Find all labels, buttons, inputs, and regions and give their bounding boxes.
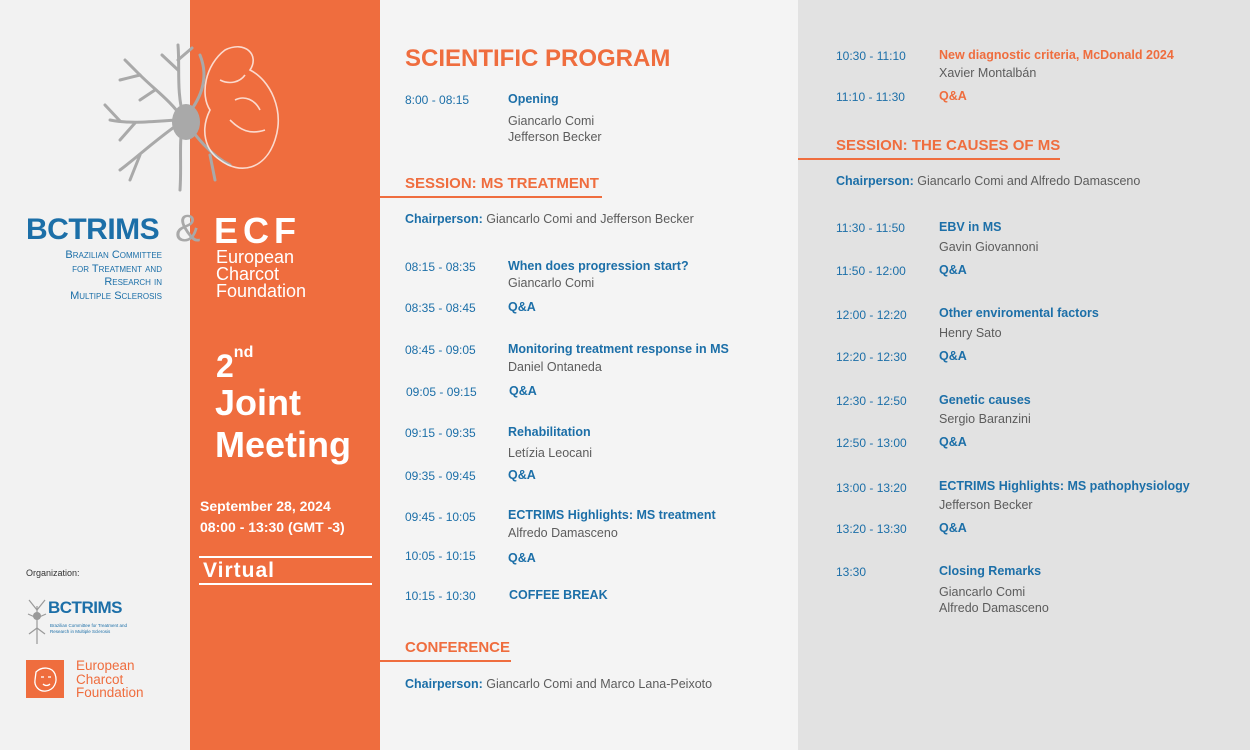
item-time: 12:30 - 12:50: [836, 394, 907, 408]
item-title: Q&A: [939, 349, 967, 363]
item-title: New diagnostic criteria, McDonald 2024: [939, 48, 1174, 62]
item-time: 11:10 - 11:30: [836, 90, 905, 104]
item-speaker: Alfredo Damasceno: [508, 526, 618, 540]
closing-speakers: Giancarlo Comi Alfredo Damasceno: [939, 585, 1049, 615]
item-speaker: Letízia Leocani: [508, 446, 593, 460]
item-speaker: Giancarlo Comi: [508, 276, 595, 290]
organization-label: Organization:: [26, 568, 80, 578]
item-title: Q&A: [508, 551, 536, 565]
conference-underline: [380, 660, 511, 662]
ampersand: &: [175, 208, 201, 250]
conference-chair: Chairperson: Giancarlo Comi and Marco Lana-Peixoto: [405, 677, 713, 691]
item-speaker: Henry Sato: [939, 326, 1002, 340]
opening-title: Opening: [508, 92, 559, 106]
neuron-illustration: [100, 40, 290, 200]
item-speaker: Gavin Giovannoni: [939, 240, 1039, 254]
item-speaker: Sergio Baranzini: [939, 412, 1031, 426]
item-time: 08:35 - 08:45: [405, 301, 476, 315]
item-title: Q&A: [508, 300, 536, 314]
neuron-icon: [26, 596, 48, 644]
item-time: 11:30 - 11:50: [836, 221, 905, 235]
item-title: Q&A: [508, 468, 536, 482]
event-date: September 28, 2024: [200, 498, 331, 514]
item-title: Genetic causes: [939, 393, 1031, 407]
item-time: 10:15 - 10:30: [405, 589, 476, 603]
session2-title: SESSION: THE CAUSES OF MS: [836, 137, 1061, 154]
conference-title: CONFERENCE: [405, 639, 511, 656]
bctrims-subtitle: Brazilian Committee for Treatment and Research in Multiple Sclerosis: [65, 249, 162, 302]
item-time: 09:15 - 09:35: [405, 426, 476, 440]
item-time: 13:20 - 13:30: [836, 522, 907, 536]
item-time: 09:35 - 09:45: [405, 469, 476, 483]
divider: [199, 556, 372, 558]
closing-title: Closing Remarks: [939, 564, 1042, 578]
ecf-small-logo-text: European Charcot Foundation: [76, 658, 144, 700]
bctrims-logo-text: BCTRIMS: [26, 213, 160, 246]
item-speaker: Jefferson Becker: [939, 498, 1033, 512]
program-title: SCIENTIFIC PROGRAM: [405, 45, 671, 72]
ecf-subtitle: European Charcot Foundation: [216, 247, 307, 301]
item-speaker: Xavier Montalbán: [939, 66, 1037, 80]
item-time: 10:05 - 10:15: [405, 549, 476, 563]
event-ordinal: 2nd: [216, 344, 254, 384]
bctrims-small-logo: BCTRIMS Brazilian Committee for Treatment and Research in Multiple Sclerosis: [26, 596, 136, 646]
item-title: Monitoring treatment response in MS: [508, 342, 729, 356]
event-time: 08:00 - 13:30 (GMT -3): [200, 519, 345, 535]
item-time: 10:30 - 11:10: [836, 49, 906, 63]
session1-underline: [380, 196, 602, 198]
divider: [199, 583, 372, 585]
closing-time: 13:30: [836, 565, 867, 579]
ecf-small-logo-mark: [26, 660, 64, 698]
lion-icon: [26, 660, 64, 698]
opening-speakers: Giancarlo Comi Jefferson Becker: [508, 114, 602, 144]
session2-chair: Chairperson: Giancarlo Comi and Alfredo Damasceno: [836, 174, 1141, 188]
program-panel-right: [798, 0, 1250, 750]
event-title: Joint Meeting: [215, 382, 352, 465]
session1-title: SESSION: MS TREATMENT: [405, 175, 599, 192]
session2-underline: [798, 158, 1060, 160]
session1-chair: Chairperson: Giancarlo Comi and Jefferson Becker: [405, 212, 694, 226]
item-title: Q&A: [939, 89, 967, 103]
item-title: When does progression start?: [508, 259, 689, 273]
item-title: EBV in MS: [939, 220, 1002, 234]
item-time: 09:05 - 09:15: [406, 385, 477, 399]
item-time: 13:00 - 13:20: [836, 481, 907, 495]
item-title: ECTRIMS Highlights: MS treatment: [508, 508, 716, 522]
item-time: 12:50 - 13:00: [836, 436, 907, 450]
item-time: 12:00 - 12:20: [836, 308, 907, 322]
item-title: Q&A: [939, 435, 967, 449]
item-title: Q&A: [509, 384, 537, 398]
ecf-logo-text: ECF: [214, 210, 301, 251]
item-time: 11:50 - 12:00: [836, 264, 906, 278]
item-time: 09:45 - 10:05: [405, 510, 476, 524]
item-title: ECTRIMS Highlights: MS pathophysiology: [939, 479, 1190, 493]
item-time: 08:15 - 08:35: [405, 260, 476, 274]
item-time: 12:20 - 12:30: [836, 350, 907, 364]
item-title: Q&A: [939, 521, 967, 535]
event-mode: Virtual: [203, 559, 275, 582]
opening-time: 8:00 - 08:15: [405, 93, 470, 107]
coffee-break: COFFEE BREAK: [509, 588, 608, 602]
item-title: Other enviromental factors: [939, 306, 1099, 320]
item-time: 08:45 - 09:05: [405, 343, 476, 357]
item-title: Rehabilitation: [508, 425, 591, 439]
item-speaker: Daniel Ontaneda: [508, 360, 602, 374]
item-title: Q&A: [939, 263, 967, 277]
